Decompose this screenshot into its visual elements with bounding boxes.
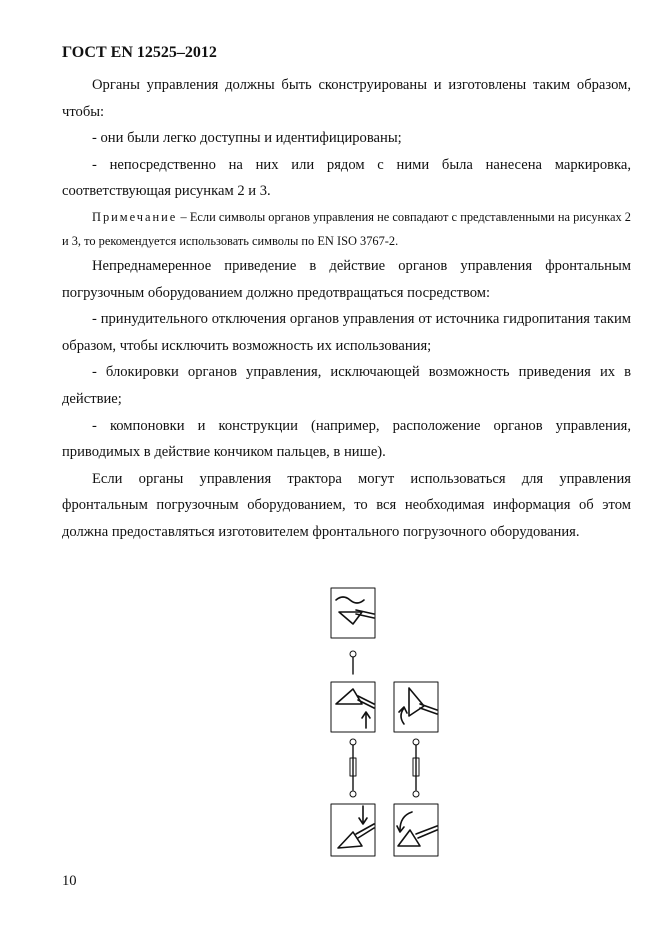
paragraph-layout: - компоновки и конструкции (например, расположение органов управления, приводимых в действие кончиком пальцев, в нише). <box>62 417 631 461</box>
link-right-icon <box>413 739 419 797</box>
note-text: – Если символы органов управления не совпадают с представленными на рисунках 2 и 3, то рекомендуется использовать символы по EN ISO 3767-2. <box>62 209 631 248</box>
float-symbol-icon <box>331 588 375 638</box>
document-header: ГОСТ EN 12525–2012 <box>62 44 217 61</box>
paragraph-locking: - блокировки органов управления, исключающей возможность приведения их в действие; <box>62 364 631 407</box>
paragraph-unintended-activation: Непреднамеренное приведение в действие органов управления фронтальным погрузочным оборудованием должно предотвращаться посредством: <box>62 257 631 301</box>
paragraph-marking: - непосредственно на них или рядом с ними была нанесена маркировка, соответствующая рисункам 2 и 3. <box>62 156 631 200</box>
paragraph-tractor-controls: Если органы управления трактора могут использоваться для управления фронтальным погрузочным оборудованием, то вся необходимая информация об этом должна предоставляться изготовителем фронтального погрузочного оборудования. <box>62 470 631 540</box>
link-top-icon <box>350 651 356 674</box>
tilt-back-symbol-icon <box>394 682 438 732</box>
note-label: Примечание <box>92 209 178 224</box>
paragraph-controls-design: Органы управления должны быть сконструированы и изготовлены таким образом, чтобы: <box>62 77 631 120</box>
link-left-icon <box>350 739 356 797</box>
page-number: 10 <box>62 873 77 889</box>
raise-symbol-icon <box>331 682 375 732</box>
paragraph-accessible: - они были легко доступны и идентифицированы; <box>92 130 402 147</box>
paragraph-disconnect: - принудительного отключения органов управления от источника гидропитания таким образом, чтобы исключить возможность их использования; <box>62 311 631 354</box>
dump-symbol-icon <box>394 804 438 856</box>
lower-symbol-icon <box>331 804 375 856</box>
